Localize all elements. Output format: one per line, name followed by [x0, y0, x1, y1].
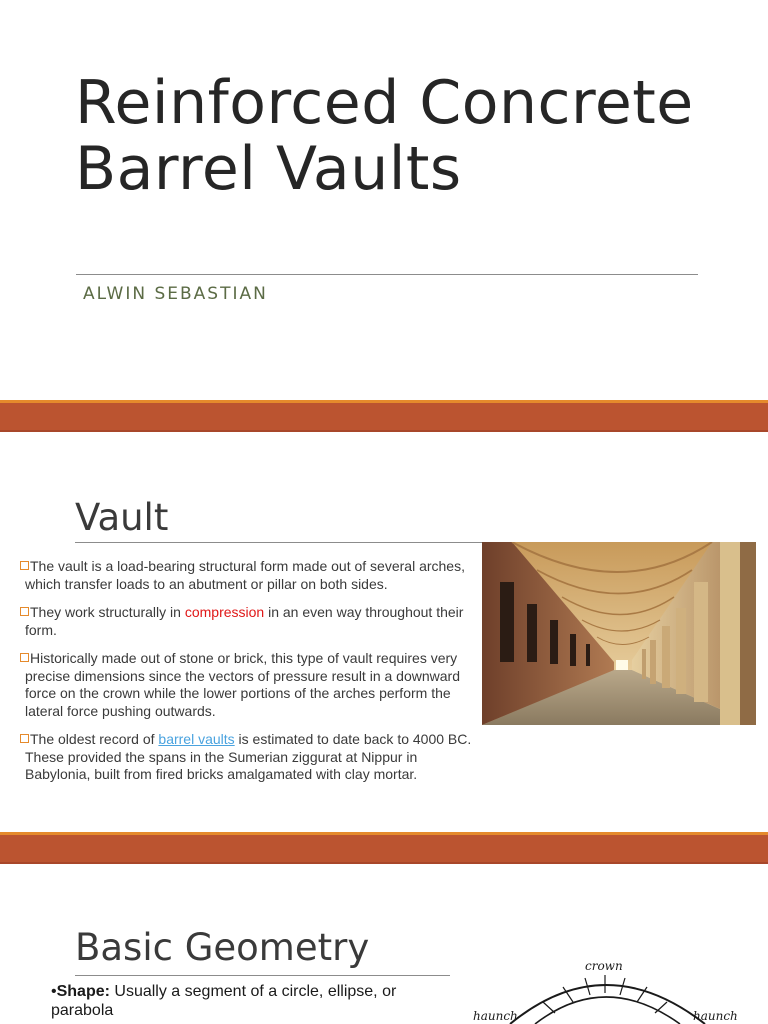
heading-underline — [75, 542, 485, 543]
shape-label: Shape: — [56, 983, 110, 1000]
square-bullet-icon — [20, 653, 29, 662]
author-name: ALWIN SEBASTIAN — [83, 284, 268, 304]
square-bullet-icon — [20, 734, 29, 743]
crown-label: crown — [585, 959, 623, 973]
bullet-text: is estimated to date back to 4000 BC. These provided the spans in the Sumerian ziggurat at Nippur in Babylonia, built from fired bricks amalgamated with clay mortar. — [25, 731, 472, 782]
bullet-item — [20, 558, 478, 593]
bullet-item — [20, 604, 478, 639]
bullet-text: Historically made out of stone or brick, this type of vault requires very precise dimensions since the vectors of pressure result in a downward force on the crown while the lower portions of the arches perform the lateral force pushing outwards. — [25, 650, 460, 719]
square-bullet-icon — [20, 607, 29, 616]
vault-bullet-list — [20, 558, 478, 795]
bullet-text: The oldest record of — [30, 731, 159, 747]
haunch-right-label: haunch — [693, 1009, 738, 1023]
slide-separator — [0, 832, 768, 864]
compression-highlight: compression — [184, 604, 265, 620]
bullet-item — [20, 731, 478, 784]
geometry-slide — [0, 864, 768, 1024]
barrel-vaults-link[interactable]: barrel vaults — [158, 731, 235, 747]
bullet-text: The vault is a load-bearing structural form made out of several arches, which transfer loads to an abutment or pillar on both sides. — [25, 558, 465, 592]
title-divider-line — [76, 274, 698, 275]
arch-diagram — [455, 958, 755, 1024]
shape-description: •Shape: Usually a segment of a circle, ellipse, or parabola — [51, 983, 397, 1019]
vault-heading: Vault — [75, 496, 169, 539]
presentation-title: Reinforced Concrete Barrel Vaults — [75, 68, 694, 204]
shape-text: Usually a segment of a circle, ellipse, or parabola — [51, 983, 397, 1019]
title-slide — [0, 0, 768, 400]
bullet-text: They work structurally in — [30, 604, 185, 620]
geometry-heading: Basic Geometry — [75, 926, 370, 969]
slide-separator — [0, 400, 768, 432]
bullet-item — [20, 650, 478, 720]
heading-underline — [75, 975, 450, 976]
square-bullet-icon — [20, 561, 29, 570]
haunch-left-label: haunch — [473, 1009, 518, 1023]
vault-slide — [0, 432, 768, 832]
vaulted-corridor-photo — [482, 542, 756, 725]
bullet-text: in an even way throughout their form. — [25, 604, 464, 638]
